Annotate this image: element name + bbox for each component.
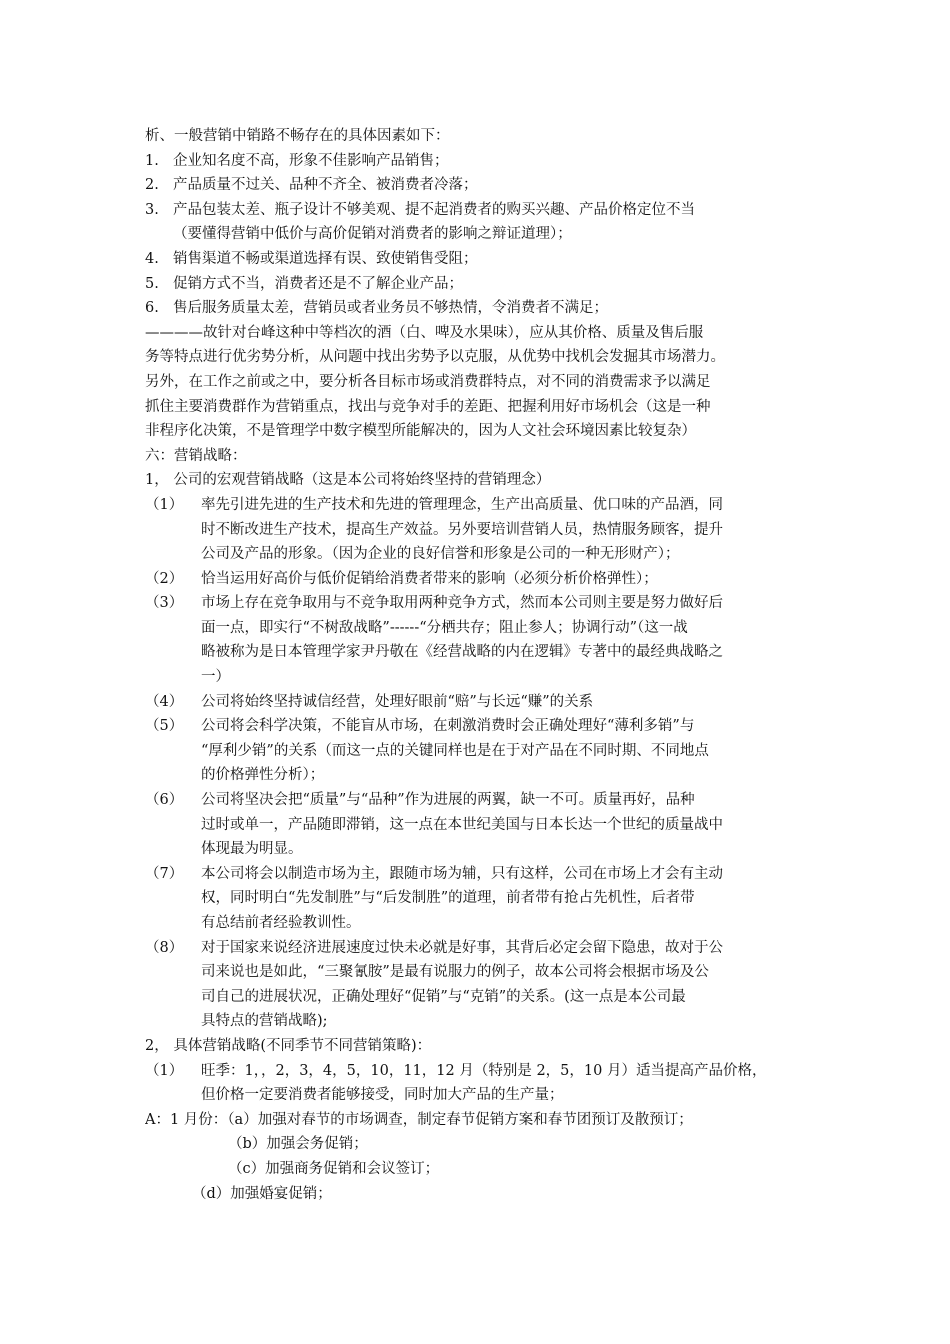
factor-3 [145,198,815,223]
analysis-line: ————故针对台峰这种中等档次的酒（白、啤及水果味），应从其价格、质量及售后服 [145,324,704,341]
item-text: 对于国家来说经济进展速度过快未必就是好事，其背后必定会留下隐患，故对于公 [201,939,723,956]
plan-item-c: （c）加强商务促销和会议签订； [228,1160,440,1177]
item-number: （1） [145,496,184,513]
item-continuation: “厚利少销”的关系（而这一点的关键同样也是在于对产品在不同时期、不同地点 [201,742,709,759]
analysis-line: 非程序化决策，不是管理学中数字模型所能解决的，因为人文社会环境因素比较复杂） [145,423,696,440]
item-continuation: 体现最为明显。 [201,841,303,858]
factor-text: 产品质量不过关、品种不齐全、被消费者冷落； [173,177,478,194]
macro-item-7 [145,862,815,887]
macro-item-8 [145,936,815,961]
item-continuation: 权，同时明白“先发制胜”与“后发制胜”的道理，前者带有抢占先机性，后者带 [201,890,695,907]
january-plan [145,1108,815,1133]
item-number: （4） [145,693,184,710]
factor-1 [145,149,815,174]
macro-item-1 [145,493,815,518]
plan-item-d: （d）加强婚宴促销； [192,1185,332,1202]
item-number: （2） [145,570,184,587]
item-number: （5） [145,718,184,735]
item-number: （7） [145,865,184,882]
item-number: （1） [145,1062,184,1079]
macro-item-2 [145,567,815,592]
factor-4 [145,247,815,272]
factor-text: 企业知名度不高，形象不佳影响产品销售； [173,152,449,169]
item-continuation: 一） [201,669,230,686]
item-text: 本公司将会以制造市场为主，跟随市场为辅，只有这样，公司在市场上才会有主动 [201,865,723,882]
factor-6 [145,296,815,321]
specific-item-1 [145,1059,815,1084]
item-continuation: 司来说也是如此，“三聚氰胺”是最有说服力的例子，故本公司将会根据市场及公 [201,964,709,981]
macro-strategy-heading: 1， 公司的宏观营销战略（这是本公司将始终坚持的营销理念） [145,472,551,489]
factor-text: 产品包装太差、瓶子设计不够美观、提不起消费者的购买兴趣、产品价格定位不当 [173,201,695,218]
analysis-line: 抓住主要消费群作为营销重点，找出与竞争对手的差距、把握利用好市场机会（这是一种 [145,398,711,415]
macro-item-4 [145,690,815,715]
item-text: 率先引进先进的生产技术和先进的管理理念，生产出高质量、优口味的产品酒，同 [201,496,723,513]
factor-number: 3. [145,201,159,218]
macro-item-6 [145,788,815,813]
specific-strategy-heading: 2， 具体营销战略(不同季节不同营销策略)： [145,1037,432,1054]
item-number: （8） [145,939,184,956]
month-label: A：1 月份： [145,1111,228,1128]
item-text: 公司将坚决会把“质量”与“品种”作为进展的两翼，缺一不可。质量再好，品种 [201,792,695,809]
analysis-line: 另外，在工作之前或之中，要分析各目标市场或消费群特点，对不同的消费需求予以满足 [145,373,711,390]
plan-text: （a）加强对春节的市场调查，制定春节促销方案和春节团预订及散预订； [227,1111,693,1128]
factor-text: 售后服务质量太差，营销员或者业务员不够热情，令消费者不满足； [173,300,608,317]
item-continuation: 过时或单一，产品随即滞销，这一点在本世纪美国与日本长达一个世纪的质量战中 [201,816,723,833]
item-continuation: 具特点的营销战略); [201,1013,328,1030]
plan-item-b: （b）加强会务促销； [228,1136,368,1153]
factor-number: 2. [145,177,159,194]
item-continuation: 时不断改进生产技术，提高生产效益。另外要培训营销人员，热情服务顾客，提升 [201,521,723,538]
item-number: （3） [145,595,184,612]
item-continuation: 但价格一定要消费者能够接受，同时加大产品的生产量； [201,1087,564,1104]
item-continuation: 的价格弹性分析）； [201,767,325,784]
item-text: 公司将始终坚持诚信经营，处理好眼前“赔”与长远“赚”的关系 [201,693,594,710]
item-text: 公司将会科学决策，不能盲从市场，在刺激消费时会正确处理好“薄利多销”与 [201,718,695,735]
section-heading: 六：营销战略： [145,447,247,464]
factor-2 [145,173,815,198]
item-number: （6） [145,792,184,809]
item-text: 恰当运用好高价与低价促销给消费者带来的影响（必须分析价格弹性）； [201,570,658,587]
factor-3-continuation [145,222,815,247]
item-continuation: 公司及产品的形象。（因为企业的良好信誉和形象是公司的一种无形财产）； [201,546,680,563]
factor-number: 6. [145,300,159,317]
macro-item-5 [145,714,815,739]
item-text: 市场上存在竞争取用与不竞争取用两种竞争方式，然而本公司则主要是努力做好后 [201,595,723,612]
item-continuation: 面一点，即实行“不树敌战略”------“分栖共存；阻止参人；协调行动”（这一战 [201,619,688,636]
factor-text: （要懂得营销中低价与高价促销对消费者的影响之辩证道理）； [173,226,572,243]
item-continuation: 有总结前者经验教训性。 [201,915,361,931]
factor-number: 5. [145,275,159,292]
factor-text: 促销方式不当，消费者还是不了解企业产品； [173,275,463,292]
factor-5 [145,272,815,297]
analysis-line: 务等特点进行优劣势分析，从问题中找出劣势予以克服，从优势中找机会发掘其市场潜力。 [145,349,725,366]
macro-item-3 [145,591,815,616]
intro-line: 析、一般营销中销路不畅存在的具体因素如下： [145,128,450,144]
item-continuation: 司自己的进展状况，正确处理好“促销”与“克销”的关系。(这一点是本公司最 [201,988,686,1005]
factor-number: 1. [145,152,159,169]
document-body [145,124,815,1206]
factor-text: 销售渠道不畅或渠道选择有误、致使销售受阻； [173,250,478,267]
item-continuation: 略被称为是日本管理学家尹丹敬在《经营战略的内在逻辑》专著中的最经典战略之 [201,644,723,661]
item-text: 旺季：1，，2，3，4，5，10，11，12 月（特别是 2，5，10 月）适当提高产品价格， [201,1062,767,1079]
factor-number: 4. [145,250,159,267]
